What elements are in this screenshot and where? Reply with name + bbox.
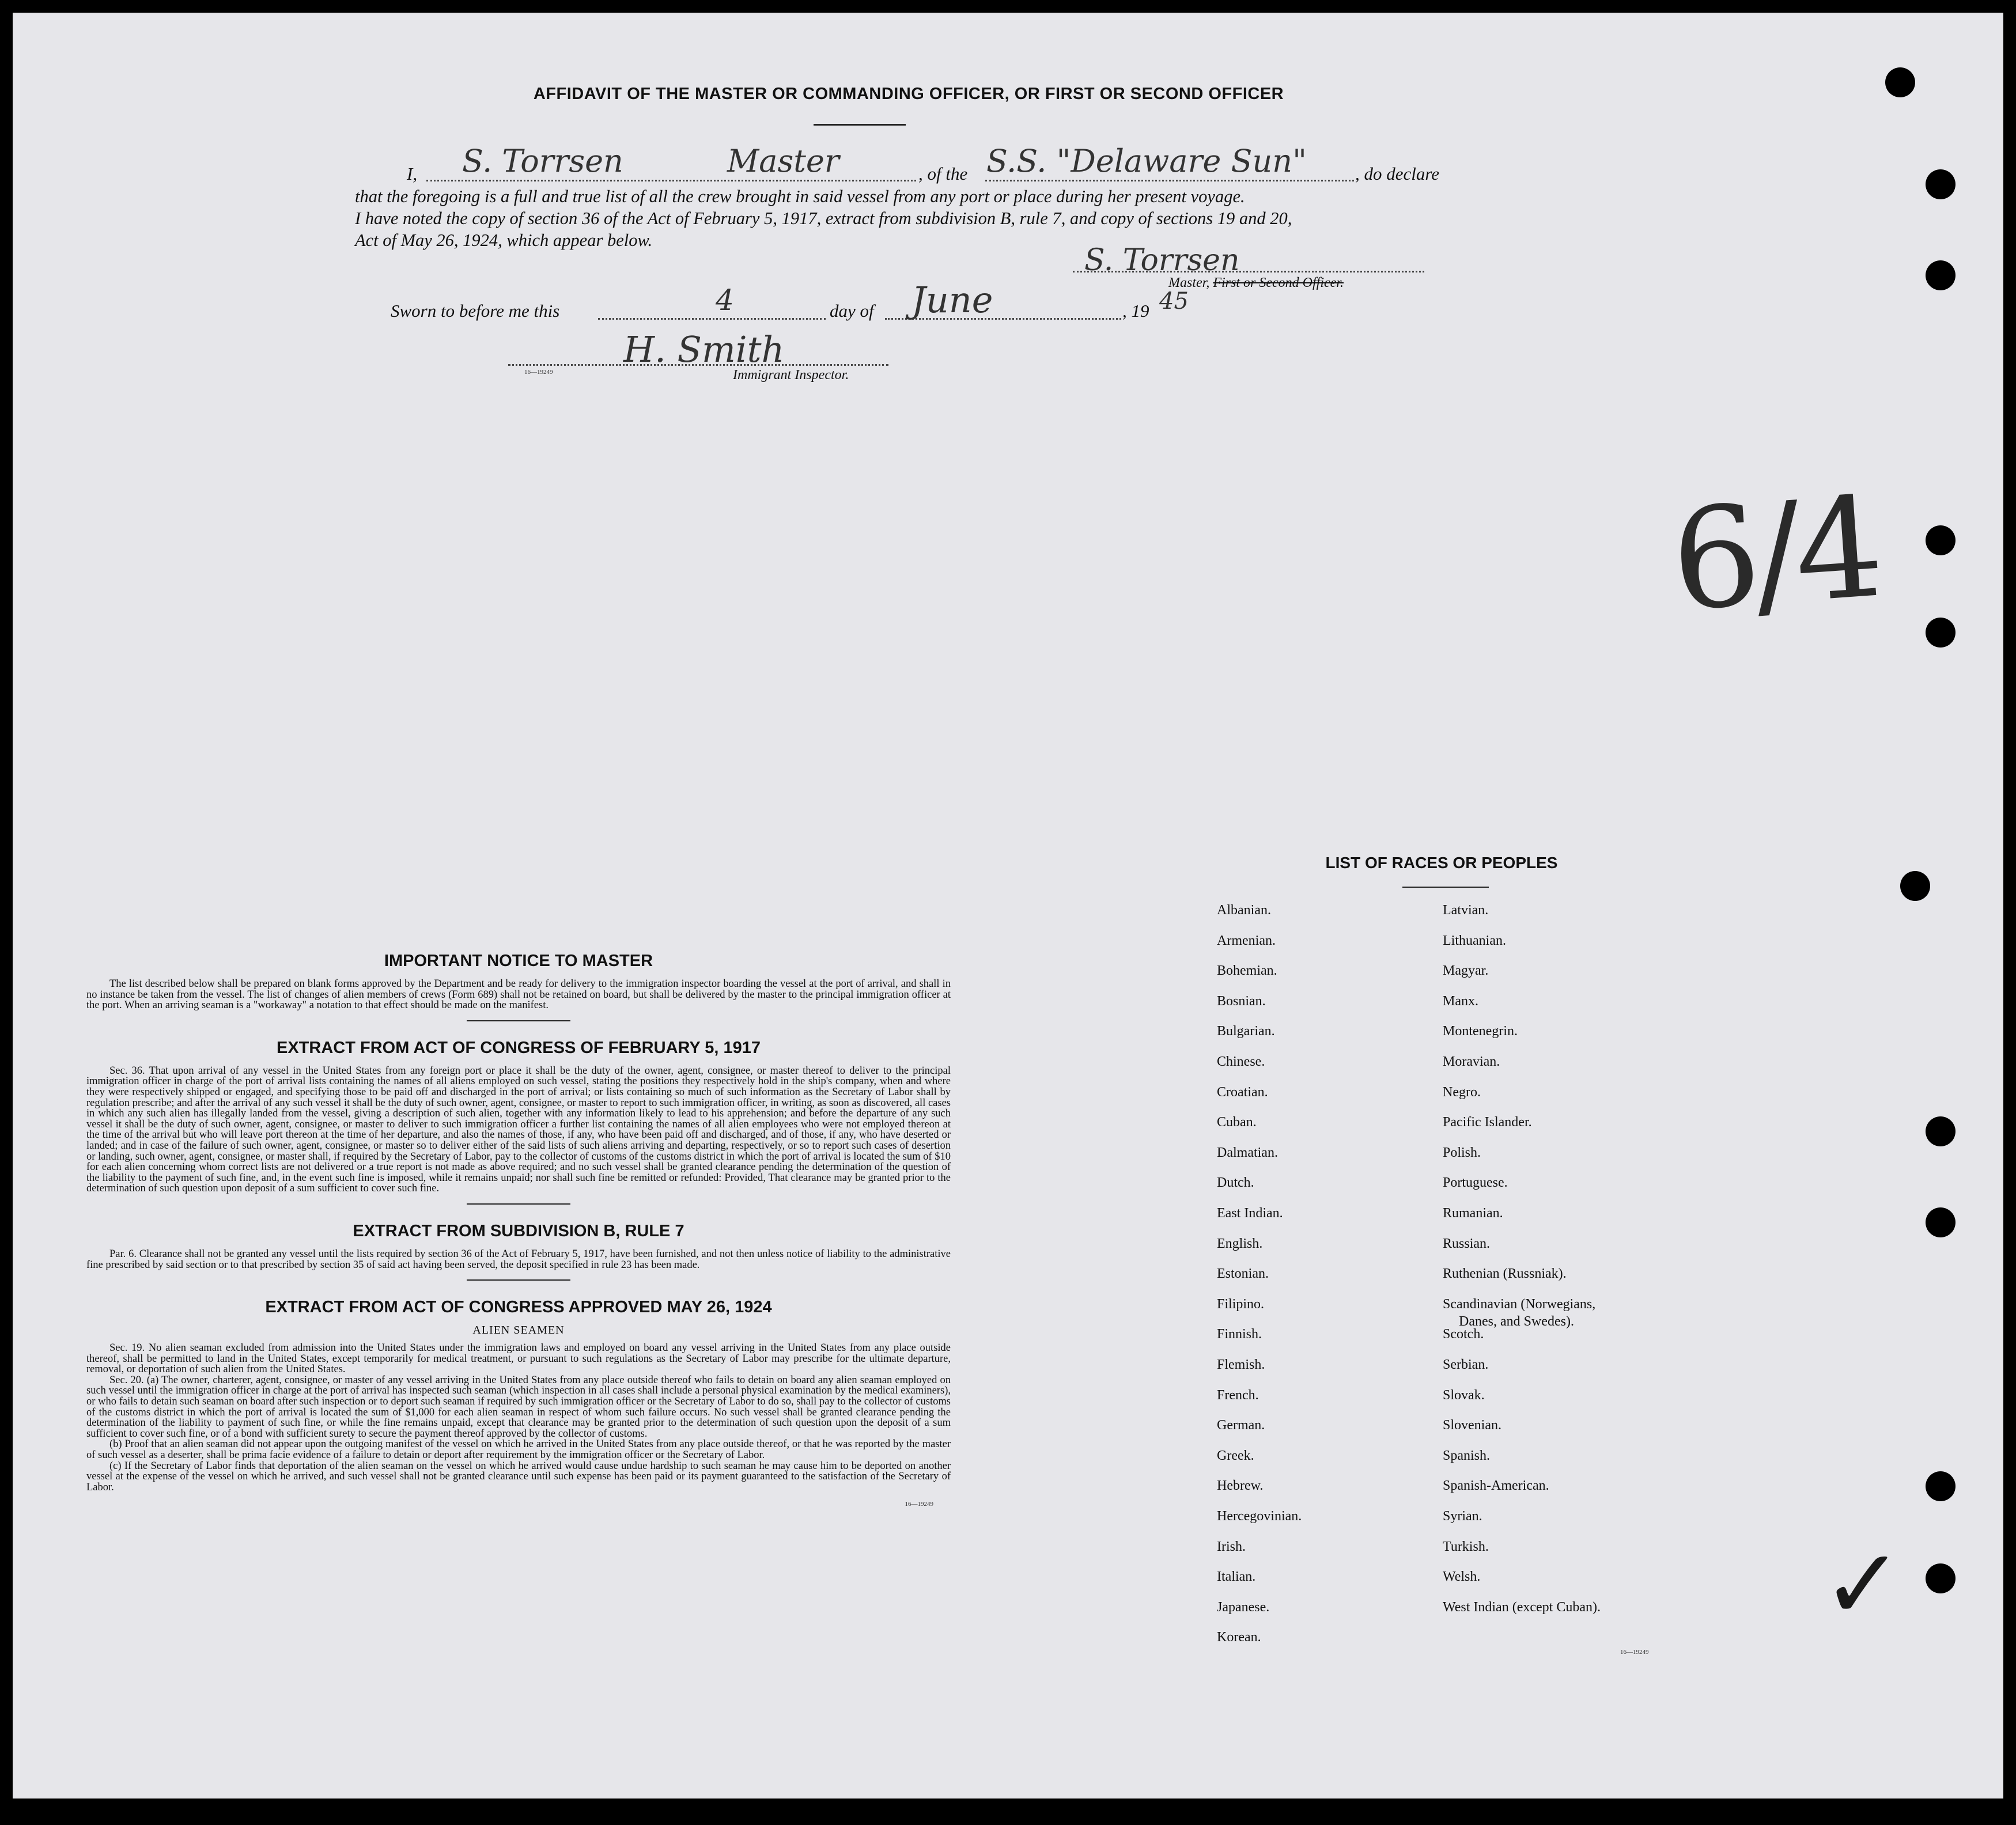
- handwritten-month: June: [911, 279, 993, 321]
- extract-1917-body: [86, 1066, 951, 1194]
- race-item: Italian.: [1217, 1569, 1256, 1585]
- race-item: Manx.: [1443, 993, 1478, 1009]
- punch-hole: [1926, 1207, 1956, 1237]
- important-notice-body: [86, 979, 951, 1011]
- signer-title-master: Master,: [1168, 275, 1210, 290]
- race-item: Ruthenian (Russniak).: [1443, 1266, 1567, 1282]
- extract-1924-title: EXTRACT FROM ACT OF CONGRESS APPROVED MAY 26, 1924: [265, 1298, 772, 1317]
- race-item: Polish.: [1443, 1145, 1481, 1160]
- race-item: Hercegovinian.: [1217, 1509, 1302, 1524]
- section-divider: [467, 1279, 570, 1281]
- handwritten-rank: Master: [727, 143, 839, 179]
- check-mark: ✓: [1822, 1528, 1904, 1642]
- race-item: Spanish-American.: [1443, 1478, 1549, 1494]
- race-item: Bulgarian.: [1217, 1024, 1275, 1039]
- race-item: Albanian.: [1217, 903, 1271, 918]
- race-item: Latvian.: [1443, 903, 1489, 918]
- title-divider: [814, 124, 906, 126]
- race-item: Estonian.: [1217, 1266, 1269, 1282]
- race-item: Slovak.: [1443, 1387, 1485, 1403]
- race-item: Negro.: [1443, 1084, 1481, 1100]
- race-item: Lithuanian.: [1443, 933, 1506, 948]
- race-item: German.: [1217, 1418, 1265, 1433]
- race-item: Montenegrin.: [1443, 1024, 1518, 1039]
- important-notice-text: The list described below shall be prepared on blank forms approved by the Department and be ready for delivery to the immigration inspector boarding the vessel at the port of arrival, and shall in no instance be taken from the vessel. The list of changes of alien members of crews (Form 689) shall not be retained on board, but shall be delivered by the master to the principal immigration officer at the port. When an arriving seaman is a "workaway" a notation to that effect should be made on the manifest.: [86, 978, 951, 1012]
- race-item: Scotch.: [1443, 1327, 1484, 1342]
- document-sheet: [13, 13, 2003, 1799]
- inspector-title: Immigrant Inspector.: [733, 368, 849, 383]
- notices-column: [86, 952, 951, 1508]
- race-item: Bohemian.: [1217, 963, 1277, 979]
- sec-20c-text: (c) If the Secretary of Labor finds that deportation of the alien seaman on the vessel on which he arrived would cause undue hardship to such seaman he may cause him to be deported on another vessel at the expense of the vessel on which he arrived, and such vessel shall not be granted clearance until such expense has been paid or its payment guaranteed to the satisfaction of the Secretary of Labor.: [86, 1460, 951, 1493]
- races-title-divider: [1402, 887, 1489, 888]
- rule7-text: Par. 6. Clearance shall not be granted any vessel until the lists required by section 36 of the Act of February 5, 1917, have been furnished, and not then unless notice of liability to the administrative fine prescribed by said section or to that prescribed by section 35 of said act having been served, the deposit specified in rule 23 has been made.: [86, 1248, 951, 1271]
- affidavit-form-number: 16—19249: [524, 369, 553, 376]
- punch-hole: [1926, 1563, 1956, 1593]
- race-item: West Indian (except Cuban).: [1443, 1599, 1601, 1615]
- extract-1917-title: EXTRACT FROM ACT OF CONGRESS OF FEBRUARY 5, 1917: [276, 1038, 761, 1057]
- race-item: Flemish.: [1217, 1357, 1265, 1372]
- name-blank: [426, 180, 916, 181]
- punch-hole: [1926, 618, 1956, 648]
- affidavit-line-2: that the foregoing is a full and true list of all the crew brought in said vessel from any port or place during her present voyage.: [355, 187, 1245, 206]
- race-item: Cuban.: [1217, 1115, 1257, 1130]
- year-prefix: , 19: [1122, 301, 1149, 321]
- section-divider: [467, 1020, 570, 1021]
- race-item: Magyar.: [1443, 963, 1489, 979]
- rule7-body: [86, 1249, 951, 1270]
- notices-form-number: 16—19249: [905, 1501, 933, 1508]
- race-item: Scandinavian (Norwegians,: [1443, 1296, 1596, 1312]
- race-item: Dutch.: [1217, 1175, 1254, 1191]
- vessel-blank: [985, 180, 1354, 181]
- alien-seamen-subtitle: ALIEN SEAMEN: [472, 1324, 565, 1337]
- race-item: Finnish.: [1217, 1327, 1262, 1342]
- sec-20a-text: Sec. 20. (a) The owner, charterer, agent, consignee, or master of any vessel arriving in the United States from any place outside thereof who fails to detain on board any alien seaman employed on such vessel until the immigration officer in charge at the port of arrival has inspected such seaman (which inspection in all cases shall include a personal physical examination by the medical examiners), or who fails to detain such seaman on board after such inspection or to deport such seaman if required by such immigration officer or the Secretary of Labor to do so, shall pay to the collector of customs of the customs district in which the port of arrival is located the sum of $1,000 for each alien seaman in respect of whom such failure occurs. No such vessel shall be granted clearance pending the determination of the liability to payment of such fine, or while the fine remains unpaid, except that clearance may be granted prior to the determination of such question upon the deposit of a sum sufficient to cover such fine, or of a bond with sufficient surety to secure the payment thereof approved by the collector of customs.: [86, 1374, 951, 1440]
- punch-hole: [1900, 871, 1930, 901]
- rule7-title: EXTRACT FROM SUBDIVISION B, RULE 7: [353, 1221, 684, 1240]
- sec-20b-text: (b) Proof that an alien seaman did not appear upon the outgoing manifest of the vessel on which he arrived in the United States from any place outside thereof, or that he was reported by the master of such vessel as a deserter, shall be prima facie evidence of a failure to detain or deport after requirement by the immigration officer or the Secretary of Labor.: [86, 1438, 951, 1461]
- race-item: Syrian.: [1443, 1509, 1482, 1524]
- affidavit-line-1: [407, 164, 417, 184]
- races-title: LIST OF RACES OR PEOPLES: [1325, 854, 1558, 872]
- punch-hole: [1926, 169, 1956, 199]
- race-item: Korean.: [1217, 1630, 1261, 1645]
- handwritten-day: 4: [716, 283, 734, 317]
- punch-hole: [1926, 1116, 1956, 1146]
- race-item: Rumanian.: [1443, 1206, 1503, 1221]
- race-item: Pacific Islander.: [1443, 1115, 1532, 1130]
- sworn-prefix: Sworn to before me this: [391, 301, 560, 321]
- inspector-signature: H. Smith: [623, 328, 785, 370]
- race-item: Japanese.: [1217, 1599, 1270, 1615]
- punch-hole: [1885, 67, 1915, 97]
- race-item: Dalmatian.: [1217, 1145, 1278, 1160]
- i-prefix: I,: [407, 164, 418, 184]
- race-item: Moravian.: [1443, 1054, 1500, 1069]
- day-of-label: day of: [830, 301, 874, 321]
- signer-title: [1168, 275, 1344, 291]
- race-item: Bosnian.: [1217, 993, 1266, 1009]
- affidavit-line-3: I have noted the copy of section 36 of the Act of February 5, 1917, extract from subdivision B, rule 7, and copy of sections 19 and 20,: [355, 209, 1292, 228]
- race-item: Irish.: [1217, 1539, 1246, 1554]
- important-notice-title: IMPORTANT NOTICE TO MASTER: [384, 952, 653, 970]
- handwritten-name: S. Torrsen: [462, 143, 623, 179]
- handwritten-vessel: S.S. "Delaware Sun": [986, 143, 1307, 179]
- race-item: Slovenian.: [1443, 1418, 1501, 1433]
- day-blank: [598, 318, 826, 320]
- master-signature: S. Torrsen: [1084, 243, 1240, 278]
- handwritten-year: 45: [1159, 288, 1189, 315]
- signer-title-struck: First or Second Officer.: [1213, 275, 1344, 290]
- race-item: Spanish.: [1443, 1448, 1491, 1463]
- race-item: Portuguese.: [1443, 1175, 1508, 1191]
- extract-1917-text: Sec. 36. That upon arrival of any vessel in the United States from any foreign port or place it shall be the duty of the owner, agent, consignee, or master thereof to deliver to the principal immigration officer in charge of the port of arrival lists containing the names of all aliens employed on such vessel, stating the positions they respectively hold in the ship's company, when and where they were respectively shipped or engaged, and specifying those to be paid off and discharged in the port of arrival; or lists containing so much of such information as the Secretary of Labor shall by regulation prescribe; and after the arrival of any such vessel it shall be the duty of such owner, agent, consignee, or master to report to such immigration officer, in writing, as soon as discovered, all cases in which any such alien has illegally landed from the vessel, giving a description of such alien, together with any information likely to lead to his apprehension; and before the departure of any such vessel it shall be the duty of such owner, agent, consignee, or master to deliver to such immigration officer a further list containing the names of all alien employees who were not employed thereon at the time of the arrival but who will leave port thereon at the time of her departure, and also the names of those, if any, who have been paid off and discharged, and of those, if any, who have deserted or landed; and in case of the failure of such owner, agent, consignee, or master so to deliver either of the said lists of such aliens arriving and departing, respectively, or so to report such cases of desertion or landing, such owner, agent, consignee, or master shall, if required by the Secretary of Labor, pay to the collector of customs of the customs district in which the port of arrival is located the sum of $10 for each alien concerning whom correct lists are not delivered or a true report is not made as above required; and no such vessel shall be granted clearance pending the determination of the question of the liability to the payment of such fine, and, in the event such fine is imposed, while it remains unpaid; nor shall such fine be remitted or refunded: Provided, That clearance may be granted prior to the determination of such question upon deposit of a sum sufficient to cover such fine.: [86, 1065, 951, 1195]
- race-item: Filipino.: [1217, 1296, 1265, 1312]
- race-item: Serbian.: [1443, 1357, 1489, 1372]
- punch-hole: [1926, 260, 1956, 290]
- race-item: Chinese.: [1217, 1054, 1265, 1069]
- race-item: Armenian.: [1217, 933, 1276, 948]
- punch-hole: [1926, 1471, 1956, 1501]
- race-item: Greek.: [1217, 1448, 1254, 1463]
- date-annotation: 6/4: [1666, 466, 1883, 642]
- affidavit-title: AFFIDAVIT OF THE MASTER OR COMMANDING OFFICER, OR FIRST OR SECOND OFFICER: [533, 85, 1284, 103]
- extract-1924-body: [86, 1343, 951, 1493]
- affidavit-line-4: Act of May 26, 1924, which appear below.: [355, 230, 653, 250]
- sec-19-text: Sec. 19. No alien seaman excluded from admission into the United States under the immigration laws and employed on board any vessel arriving in the United States from any place outside thereof, shall be permitted to land in the United States, except temporarily for medical treatment, or pursuant to such regulations as the Secretary of Labor may prescribe for the ultimate departure, removal, or deportation of such alien from the United States.: [86, 1342, 951, 1376]
- race-item: French.: [1217, 1387, 1259, 1403]
- of-the-label: , of the: [918, 164, 968, 184]
- punch-hole: [1926, 525, 1956, 555]
- race-item: Russian.: [1443, 1236, 1491, 1251]
- race-item: East Indian.: [1217, 1206, 1283, 1221]
- race-item: Croatian.: [1217, 1084, 1268, 1100]
- race-item: Welsh.: [1443, 1569, 1481, 1585]
- race-item: Hebrew.: [1217, 1478, 1264, 1494]
- race-item: English.: [1217, 1236, 1263, 1251]
- race-item: Turkish.: [1443, 1539, 1489, 1554]
- races-form-number: 16—19249: [1620, 1649, 1649, 1656]
- race-item: Danes, and Swedes).: [1459, 1313, 1574, 1329]
- section-divider: [467, 1203, 570, 1205]
- do-declare-label: , do declare: [1355, 164, 1440, 184]
